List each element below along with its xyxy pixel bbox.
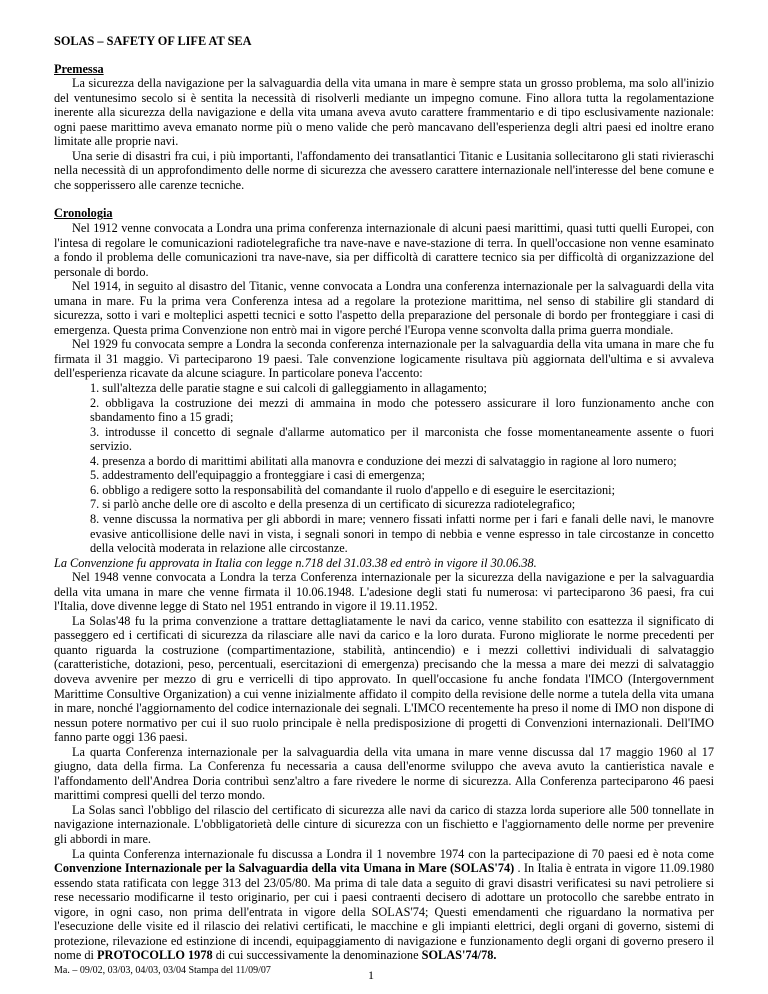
- italy-approval-note: La Convenzione fu approvata in Italia con legge n.718 del 31.03.38 ed entrò in vigore il 30.06.38.: [54, 555, 537, 570]
- paragraph-text: di cui successivamente la denominazione: [212, 948, 422, 963]
- cronologia-paragraph-solas48: La Solas'48 fu la prima convenzione a trattare dettagliatamente le navi da carico, venne stabilito con esattezza il significato di passeggero ed i certificati di sicurezza da rilasciare alle navi da carico e la loro durata. Furono migliorate le norme precedenti per quanto riguarda la costruzione (compartimentazione, stabilità, antincendio) e i mezzi collettivi individuali di salvataggio (caratteristiche, dotazioni, peso, percentuali, esercitazioni di emergenza) precisando che la messa a mare dei mezzi di salvataggio doveva avvenire per mezzo di gru e verricelli di tipo approvato. In quell'occasione fu anche fondata l'IMCO (Intergovernment Marittime Consultive Organization) a cui venne inizialmente affidato il compito della revisione delle norme a tutela della vita umana in mare, nonché l'aggiornamento del codice internazionale dei segnali. L'IMCO recentemente ha preso il nome di IMO non dispone di nessun potere normativo per cui il suo ruolo principale è nella predisposizione di progetti di Convenzioni internazionali. Dell'IMO fanno parte oggi 136 paesi.: [54, 613, 714, 745]
- list-item: 4. presenza a bordo di marittimi abilitati alla manovra e conduzione dei mezzi di salvataggio in ragione al loro numero;: [90, 453, 677, 468]
- list-item: 6. obbligo a redigere sotto la responsabilità del comandante il ruolo d'appello e di eseguire le esercitazioni;: [90, 482, 616, 497]
- premessa-paragraph-2: Una serie di disastri fra cui, i più importanti, l'affondamento dei transatlantici Titanic e Lusitania sollecitarono gli stati rivieraschi nella necessità di un approfondimento delle norme di sicurezza che avessero carattere internazionale nell'interesse del bene comune e che sopperissero alle carenze tecniche.: [54, 148, 714, 192]
- cronologia-paragraph-1974: [54, 847, 714, 963]
- list-item: 5. addestramento dell'equipaggio a fronteggiare i casi di emergenza;: [90, 468, 425, 483]
- list-item: 7. si parlò anche delle ore di ascolto e della presenza di un certificato di sicurezza radiotelegrafico;: [90, 497, 576, 512]
- cronologia-paragraph-solas60: La Solas sancì l'obbligo del rilascio del certificato di sicurezza alle navi da carico di stazza lorda superiore alle 500 tonnellate in navigazione internazionale. L'obbligatorietà delle cinture di sicurezza con un fischietto e l'aggiornamento delle norme per prevenire gli abbordi in mare.: [54, 802, 714, 846]
- premessa-heading: Premessa: [54, 61, 104, 76]
- solas74-convention-name: Convenzione Internazionale per la Salvaguardia della vita Umana in Mare (SOLAS'74): [54, 861, 515, 876]
- convention-1929-points: [54, 381, 714, 556]
- cronologia-paragraph-1912: Nel 1912 venne convocata a Londra una prima conferenza internazionale di alcuni paesi marittimi, quasi tutti quelli Europei, con l'intesa di regolare le comunicazioni radiotelegrafiche tra nave-nave e nave-stazione di terra. In quell'occasione non venne esaminato a fondo il problema delle comunicazioni tra nave-nave, sia per difficoltà di carattere tecnico sia per difficoltà di organizzazione del personale di bordo.: [54, 221, 714, 279]
- cronologia-paragraph-1914: Nel 1914, in seguito al disastro del Titanic, venne convocata a Londra una conferenza internazionale per la salvaguardi della vita umana in mare. Fu la prima vera Conferenza intesa ad a regolare la protezione marittima, nel senso di stabilire gli standard di sicurezza, sotto i vari e molteplici aspetti tecnici e sotto l'aspetto della preparazione del personale di bordo per fronteggiare i casi di emergenza. Questa prima Convenzione non entrò mai in vigore perché l'Europa venne sconvolta dalla prima guerra mondiale.: [54, 279, 714, 337]
- cronologia-paragraph-1929: Nel 1929 fu convocata sempre a Londra la seconda conferenza internazionale per la salvaguardia della vita umana in mare che fu firmata il 31 maggio. Vi parteciparono 19 paesi. Tale convenzione logicamente risultava più aggiornata dell'ultima e si avvaleva dell'esperienza ricavate da alcune sciagure. In particolare poneva l'accento:: [54, 337, 714, 381]
- cronologia-paragraph-1960: La quarta Conferenza internazionale per la salvaguardia della vita umana in mare venne discussa dal 17 maggio 1960 al 17 giugno, data della firma. La Conferenza fu necessaria a causa dell'enorme sviluppo che aveva avuto la cantieristica navale e l'affondamento dell'Andrea Doria contribuì senz'altro a fare rivedere le norme di sicurezza. Alla Conferenza parteciparono 46 paesi marittimi compresi quelli del terzo mondo.: [54, 744, 714, 803]
- page-number: 1: [368, 968, 374, 982]
- paragraph-text: La quinta Conferenza internazionale fu discussa a Londra il 1 novembre 1974 con la partecipazione di 70 paesi ed è nota come: [72, 846, 714, 861]
- protocol-1978-name: PROTOCOLLO 1978: [97, 948, 213, 963]
- document-title: SOLAS – SAFETY OF LIFE AT SEA: [54, 34, 252, 48]
- list-item: 1. sull'altezza delle paratie stagne e sui calcoli di galleggiamento in allagamento;: [90, 381, 487, 396]
- cronologia-heading: Cronologia: [54, 206, 113, 221]
- paragraph-text: . In Italia è entrata in vigore 11.09.1980 essendo stata ratificata con legge 313 del 23/05/80. Ma prima di tale data a seguito di gravi disastri verificatesi su navi petroliere si rese necessario modificarne il testo originario, per cui i paesi contraenti decisero di adottare un protocollo che sarebbe entrato in vigore, in ogni caso, non prima dell'entrata in vigore della SOLAS'74; Questi emendamenti che riguardano la normativa per l'esecuzione delle visite ed il rilascio dei relativi certificati, le macchine e gli impianti elettrici, degli organi di governo, sistemi di protezione, rilevazione ed estinzione di incendi, equipaggiamento di navigazione e funzionamento degli organi di governo presero il nome di: [54, 861, 714, 963]
- cronologia-paragraph-1948: Nel 1948 venne convocata a Londra la terza Conferenza internazionale per la sicurezza della navigazione e per la salvaguardia della vita umana in mare che venne firmata il 10.06.1948. L'adesione degli stati fu numerosa: vi parteciparono 36 paesi, fra cui l'Italia, dove divenne legge di Stato nel 1951 entrando in vigore il 19.11.1952.: [54, 570, 714, 614]
- list-item: 2. obbligava la costruzione dei mezzi di ammaina in modo che potessero assicurare il loro funzionamento anche con sbandamento fino a 15 gradi;: [90, 395, 714, 425]
- list-item: 3. introdusse il concetto di segnale d'allarme automatico per il marconista che fosse momentaneamente assente o fuori servizio.: [90, 424, 714, 454]
- document-page: [54, 34, 714, 963]
- section-gap: [54, 192, 714, 206]
- page-footer: Ma. – 09/02, 03/03, 04/03, 03/04 Stampa del 11/09/07: [54, 965, 271, 976]
- solas-74-78-name: SOLAS'74/78.: [421, 948, 497, 963]
- list-item: 8. venne discussa la normativa per gli abbordi in mare; vennero fissati infatti norme per i fari e fanali delle navi, le manovre evasive anticollisione delle navi in vista, i segnali sonori in tempo di nebbia e venne espresso in tale circostanze in concetto della velocità moderata in relazione alle circostanze.: [90, 511, 714, 556]
- premessa-paragraph-1: La sicurezza della navigazione per la salvaguardia della vita umana in mare è sempre stata un grosso problema, ma solo all'inizio del ventunesimo secolo si è sentita la necessità di risolverli mediante un impegno comune. Fino allora tutta la regolamentazione inerente alla sicurezza della navigazione e della vita umana aveva avuto carattere frammentario e di tipo esclusivamente nazionale: ogni paese marittimo aveva emanato norme più o meno valide che però mancavano dell'esperienza degli altri paesi ed inoltre erano limitate alle proprie navi.: [54, 76, 714, 149]
